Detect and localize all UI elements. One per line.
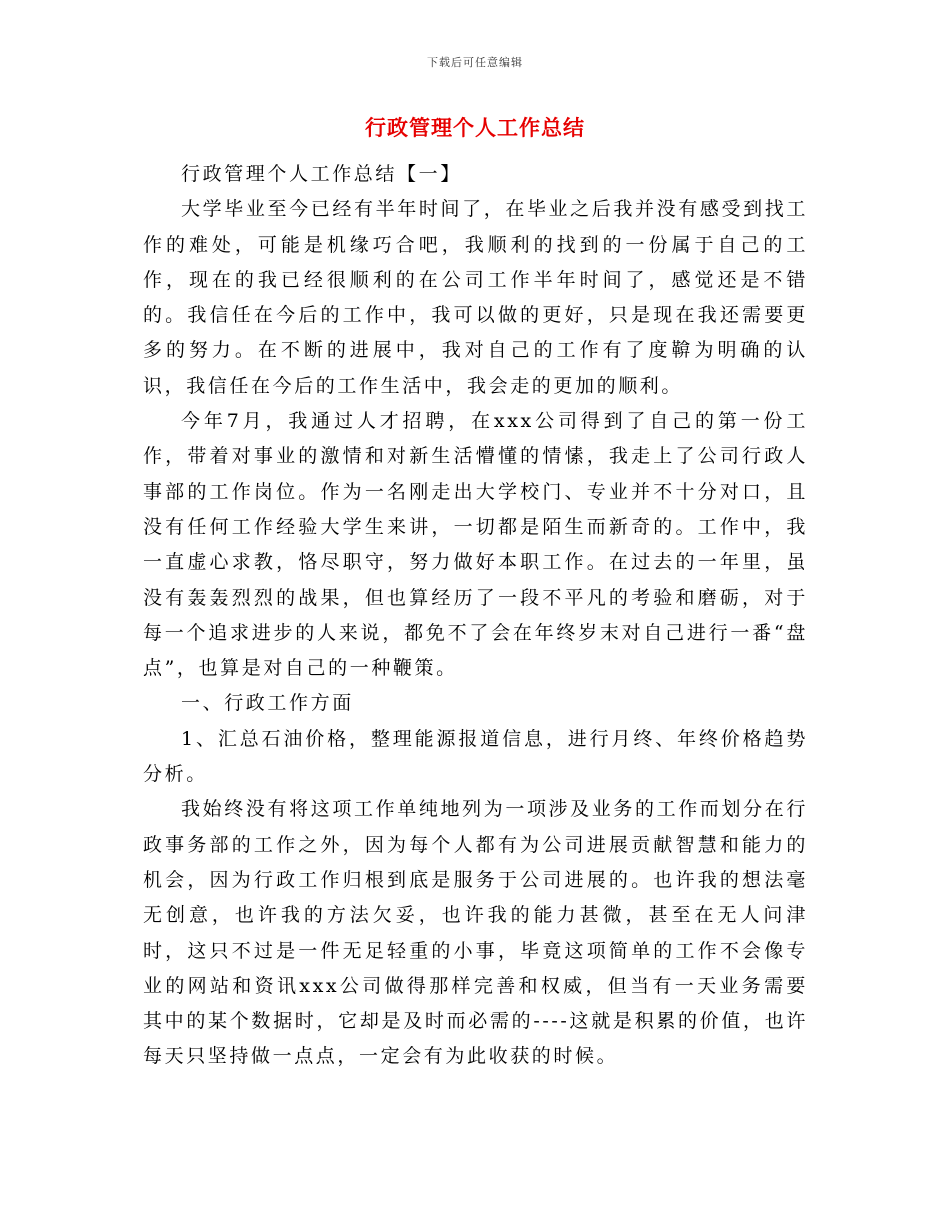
paragraph: 1、汇总石油价格，整理能源报道信息，进行月终、年终价格趋势分析。 [143,727,808,786]
paragraph: 大学毕业至今已经有半年时间了，在毕业之后我并没有感受到找工作的难处，可能是机缘巧合吧，我顺利的找到的一份属于自己的工作，现在的我已经很顺利的在公司工作半年时间了，感觉还是不错的。我信任在今后的工作中，我可以做的更好，只是现在我还需要更多的努力。在不断的进展中，我对自己的工作有了度鞥为明确的认识，我信任在今后的工作生活中，我会走的更加的顺利。 [143,198,808,397]
document-title: 行政管理个人工作总结 [365,115,585,140]
subsection-heading: 一、行政工作方面 [181,692,354,715]
document-body [143,157,808,1075]
page-header-note: 下载后可任意编辑 [427,56,523,69]
paragraph: 我始终没有将这项工作单纯地列为一项涉及业务的工作而划分在行政事务部的工作之外，因为每个人都有为公司进展贡献智慧和能力的机会，因为行政工作归根到底是服务于公司进展的。也许我的想法毫无创意，也许我的方法欠妥，也许我的能力甚微，甚至在无人问津时，这只不过是一件无足轻重的小事，毕竟这项简单的工作不会像专业的网站和资讯xxx公司做得那样完善和权威，但当有一天业务需要其中的某个数据时，它却是及时而必需的----这就是积累的价值，也许每天只坚持做一点点，一定会有为此收获的时候。 [143,798,808,1068]
paragraph: 今年7月，我通过人才招聘，在xxx公司得到了自己的第一份工作，带着对事业的激情和对新生活懵懂的情愫，我走上了公司行政人事部的工作岗位。作为一名刚走出大学校门、专业并不十分对口，且没有任何工作经验大学生来讲，一切都是陌生而新奇的。工作中，我一直虚心求教，恪尽职守，努力做好本职工作。在过去的一年里，虽没有轰轰烈烈的战果，但也算经历了一段不平凡的考验和磨砺，对于每一个追求进步的人来说，都免不了会在年终岁末对自己进行一番“盘点”，也算是对自己的一种鞭策。 [143,410,808,680]
section-heading: 行政管理个人工作总结【一】 [181,163,462,185]
